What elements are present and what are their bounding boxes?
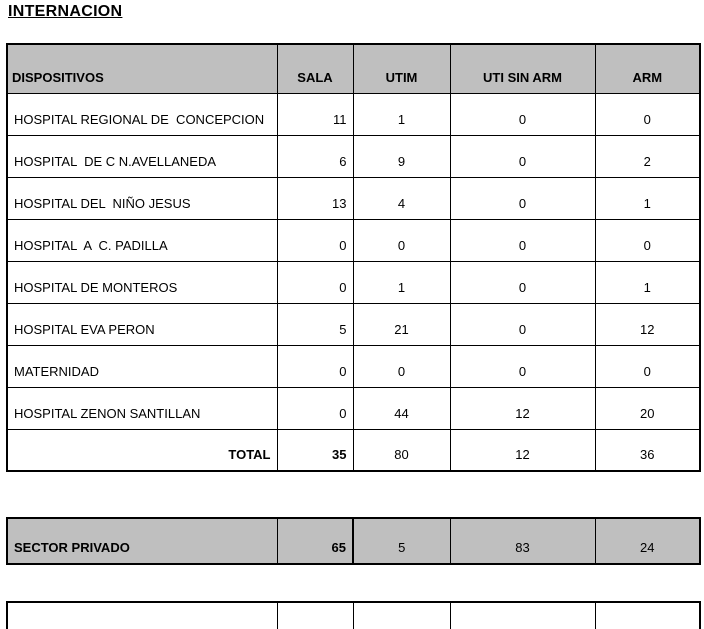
uti-sin-arm-value-cell: 0 [450,345,595,387]
arm-value-cell: 20 [595,387,700,429]
sala-value-cell: 11 [277,93,353,135]
table-row [7,261,700,303]
sector-privado-table [6,517,701,565]
utim-value-cell: 0 [353,345,450,387]
table-row [7,303,700,345]
empty-row [7,602,700,629]
uti-sin-arm-value-cell: 0 [450,261,595,303]
hospital-name-cell: MATERNIDAD [7,345,277,387]
hospital-name-cell: HOSPITAL EVA PERON [7,303,277,345]
column-header-uti-sin-arm: UTI SIN ARM [450,44,595,93]
uti-sin-arm-value-cell: 0 [450,135,595,177]
utim-value-cell: 0 [353,219,450,261]
table-row [7,219,700,261]
total-sala-cell: 35 [277,429,353,471]
arm-value-cell: 12 [595,303,700,345]
sector-privado-sala-cell: 65 [277,518,353,564]
uti-sin-arm-value-cell: 0 [450,93,595,135]
utim-value-cell: 44 [353,387,450,429]
arm-value-cell: 0 [595,219,700,261]
empty-cell [595,602,700,629]
sala-value-cell: 0 [277,261,353,303]
sector-privado-row [7,518,700,564]
utim-value-cell: 1 [353,93,450,135]
arm-value-cell: 1 [595,177,700,219]
sala-value-cell: 0 [277,345,353,387]
sector-privado-uti-sin-arm-cell: 83 [450,518,595,564]
uti-sin-arm-value-cell: 12 [450,387,595,429]
empty-cell [450,602,595,629]
empty-cell [353,602,450,629]
table-row [7,345,700,387]
arm-value-cell: 1 [595,261,700,303]
total-label-cell: TOTAL [7,429,277,471]
total-utim-cell: 80 [353,429,450,471]
column-header-dispositivos: DISPOSITIVOS [7,44,277,93]
column-header-arm: ARM [595,44,700,93]
column-header-utim: UTIM [353,44,450,93]
hospital-name-cell: HOSPITAL A C. PADILLA [7,219,277,261]
total-uti-sin-arm-cell: 12 [450,429,595,471]
sector-privado-label-cell: SECTOR PRIVADO [7,518,277,564]
hospital-name-cell: HOSPITAL DE C N.AVELLANEDA [7,135,277,177]
table-row [7,135,700,177]
table-row [7,387,700,429]
sala-value-cell: 5 [277,303,353,345]
utim-value-cell: 1 [353,261,450,303]
sala-value-cell: 0 [277,219,353,261]
utim-value-cell: 21 [353,303,450,345]
page-title: INTERNACION [8,3,123,20]
internacion-table [6,43,701,472]
arm-value-cell: 0 [595,93,700,135]
hospital-name-cell: HOSPITAL ZENON SANTILLAN [7,387,277,429]
empty-cell [7,602,277,629]
hospital-name-cell: HOSPITAL DEL NIÑO JESUS [7,177,277,219]
utim-value-cell: 4 [353,177,450,219]
uti-sin-arm-value-cell: 0 [450,219,595,261]
sala-value-cell: 6 [277,135,353,177]
column-header-sala: SALA [277,44,353,93]
utim-value-cell: 9 [353,135,450,177]
hospital-name-cell: HOSPITAL DE MONTEROS [7,261,277,303]
table-row [7,177,700,219]
total-row [7,429,700,471]
arm-value-cell: 2 [595,135,700,177]
uti-sin-arm-value-cell: 0 [450,177,595,219]
header-row [7,44,700,93]
total-arm-cell: 36 [595,429,700,471]
table-row [7,93,700,135]
sector-privado-utim-cell: 5 [353,518,450,564]
empty-bottom-table [6,601,701,629]
sala-value-cell: 0 [277,387,353,429]
sala-value-cell: 13 [277,177,353,219]
hospital-name-cell: HOSPITAL REGIONAL DE CONCEPCION [7,93,277,135]
uti-sin-arm-value-cell: 0 [450,303,595,345]
sector-privado-arm-cell: 24 [595,518,700,564]
arm-value-cell: 0 [595,345,700,387]
empty-cell [277,602,353,629]
